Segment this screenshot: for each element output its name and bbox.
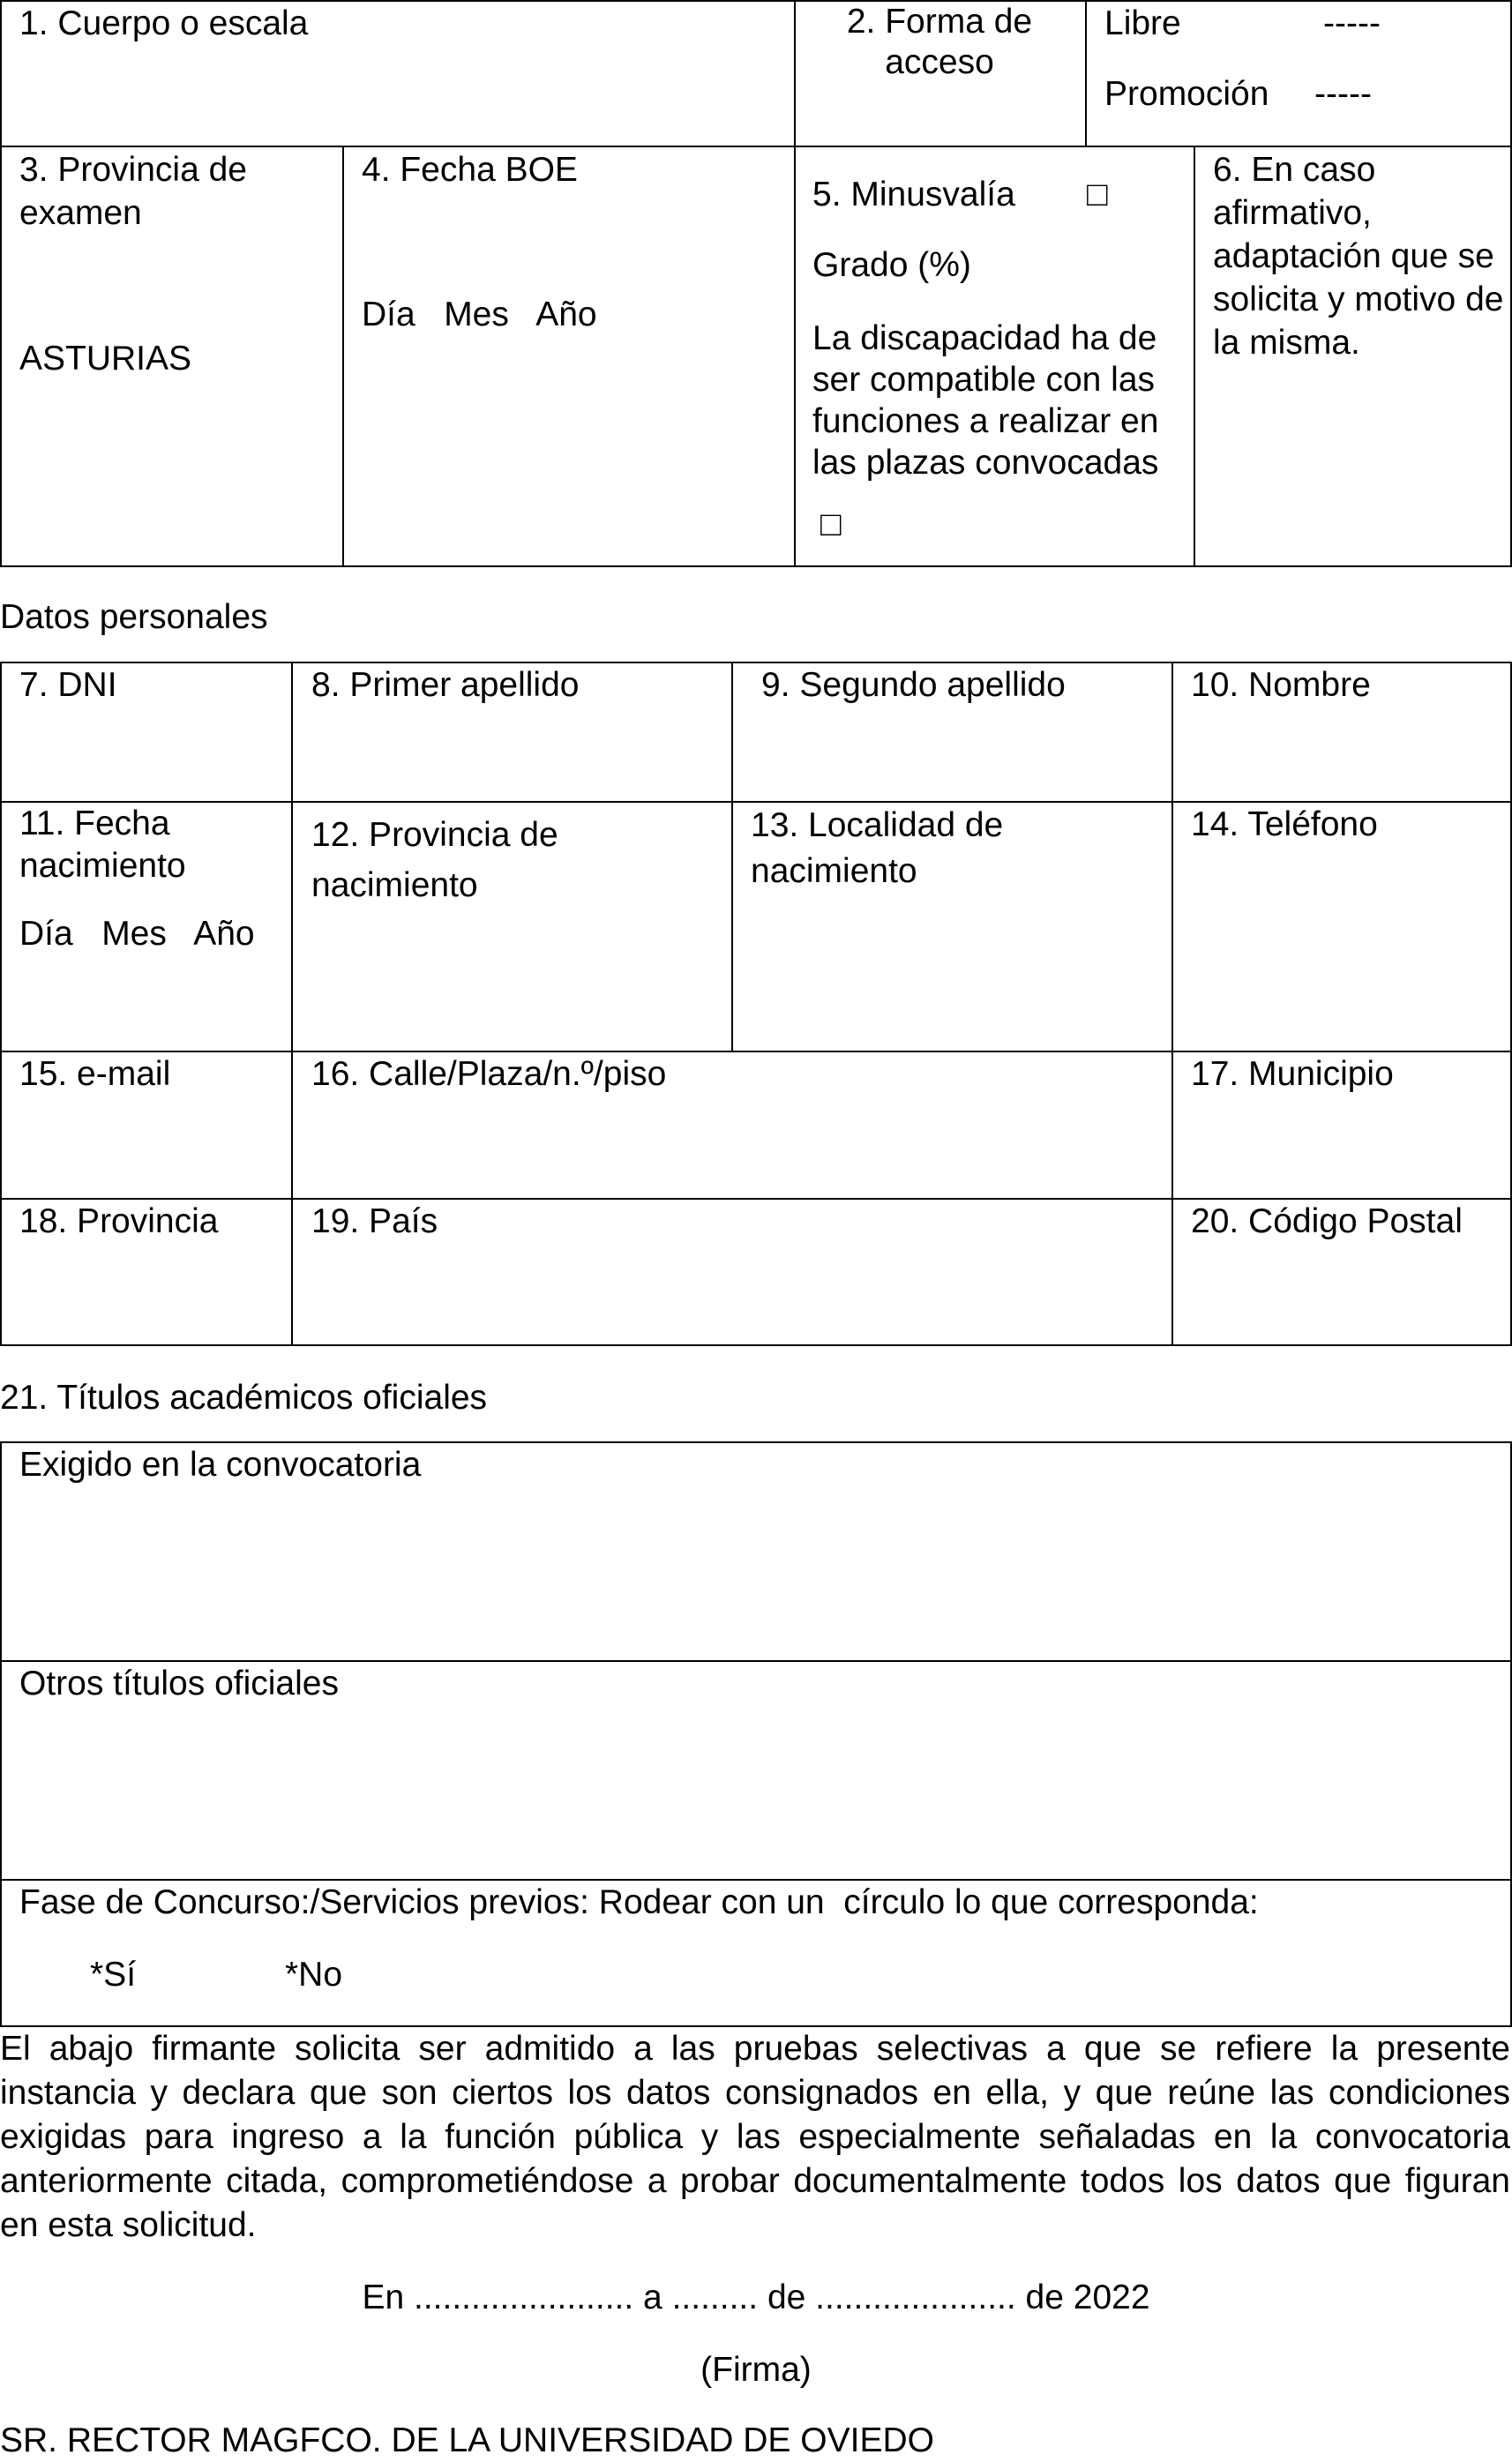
fase-concurso-label: Fase de Concurso:/Servicios previos: Rodear con un círculo lo que corresponda: xyxy=(19,1883,1259,1921)
segundo-apellido-label[interactable]: 9. Segundo apellido xyxy=(761,666,1066,704)
top-table-divider xyxy=(794,0,796,567)
localidad-nacimiento-label[interactable]: 13. Localidad de nacimiento xyxy=(751,806,1004,890)
email-label[interactable]: 15. e-mail xyxy=(19,1055,171,1093)
top-table-row-divider xyxy=(0,146,1512,147)
fecha-boe-label: 4. Fecha BOE xyxy=(362,151,578,189)
option-si[interactable]: *Sí xyxy=(90,1956,137,1994)
pais-label[interactable]: 19. País xyxy=(311,1202,438,1240)
provincia-examen-value: ASTURIAS xyxy=(19,340,192,378)
discapacidad-text: La discapacidad ha de ser compatible con las funciones a realizar en las plazas convocadas xyxy=(812,319,1159,482)
cuerpo-escala-label: 1. Cuerpo o escala xyxy=(19,4,309,42)
firma-label: (Firma) xyxy=(700,2351,812,2389)
promocion-dashes: ----- xyxy=(1314,75,1372,113)
codigo-postal-label[interactable]: 20. Código Postal xyxy=(1191,1202,1463,1240)
minusvalia-checkbox-icon[interactable]: □ xyxy=(1087,176,1108,213)
personal-table xyxy=(0,662,1512,1346)
datos-personales-heading: Datos personales xyxy=(0,598,268,636)
municipio-label[interactable]: 17. Municipio xyxy=(1191,1055,1394,1093)
personal-table-divider xyxy=(291,662,293,1346)
grado-label: Grado (%) xyxy=(812,246,971,284)
top-table-divider xyxy=(1194,146,1195,567)
nombre-label[interactable]: 10. Nombre xyxy=(1191,666,1371,704)
exigido-label[interactable]: Exigido en la convocatoria xyxy=(19,1446,422,1484)
libre-dashes: ----- xyxy=(1323,4,1381,42)
titulos-heading: 21. Títulos académicos oficiales xyxy=(0,1379,488,1417)
top-table-divider xyxy=(1085,0,1087,146)
provincia-nacimiento-label[interactable]: 12. Provincia de nacimiento xyxy=(311,816,558,904)
provincia-label[interactable]: 18. Provincia xyxy=(19,1202,219,1240)
libre-label[interactable]: Libre xyxy=(1104,4,1181,42)
otros-titulos-label[interactable]: Otros títulos oficiales xyxy=(19,1665,339,1702)
titulos-table xyxy=(0,1441,1512,2027)
option-no[interactable]: *No xyxy=(285,1956,343,1994)
provincia-examen-label: 3. Provincia de examen xyxy=(19,151,247,232)
minusvalia-label: 5. Minusvalía xyxy=(812,176,1015,213)
top-table-divider xyxy=(342,146,344,567)
promocion-label[interactable]: Promoción xyxy=(1104,75,1269,113)
addressee: SR. RECTOR MAGFCO. DE LA UNIVERSIDAD DE OVIEDO xyxy=(0,2421,934,2459)
fecha-nacimiento-fields[interactable]: Día Mes Año xyxy=(19,915,255,953)
place-date-line: En ....................... a ......... de ..................... de 2022 xyxy=(362,2279,1150,2316)
telefono-label[interactable]: 14. Teléfono xyxy=(1191,805,1378,843)
adaptacion-label: 6. En caso afirmativo, adaptación que se solicita y motivo de la misma. xyxy=(1213,151,1504,362)
calle-label[interactable]: 16. Calle/Plaza/n.º/piso xyxy=(311,1055,667,1093)
discapacidad-checkbox-icon[interactable]: □ xyxy=(820,505,842,543)
fecha-boe-fields[interactable]: Día Mes Año xyxy=(362,296,597,333)
primer-apellido-label[interactable]: 8. Primer apellido xyxy=(311,666,580,704)
fecha-nacimiento-label[interactable]: 11. Fecha nacimiento xyxy=(19,804,186,885)
dni-label[interactable]: 7. DNI xyxy=(19,666,117,704)
declaration-text: El abajo firmante solicita ser admitido a las pruebas selectivas a que se refiere la presente instancia y declara que son ciertos los datos consignados en ella, y que reúne las condiciones exigidas para ingreso a la función pública y las especialmente señaladas en la convocatoria anteriormente citada, comprometiéndose a probar documentalmente todos los datos que figuran en esta solicitud. xyxy=(0,2030,1510,2244)
personal-table-divider xyxy=(1171,662,1173,1346)
forma-acceso-label: 2. Forma de acceso xyxy=(846,3,1033,81)
personal-table-divider xyxy=(731,662,733,1051)
